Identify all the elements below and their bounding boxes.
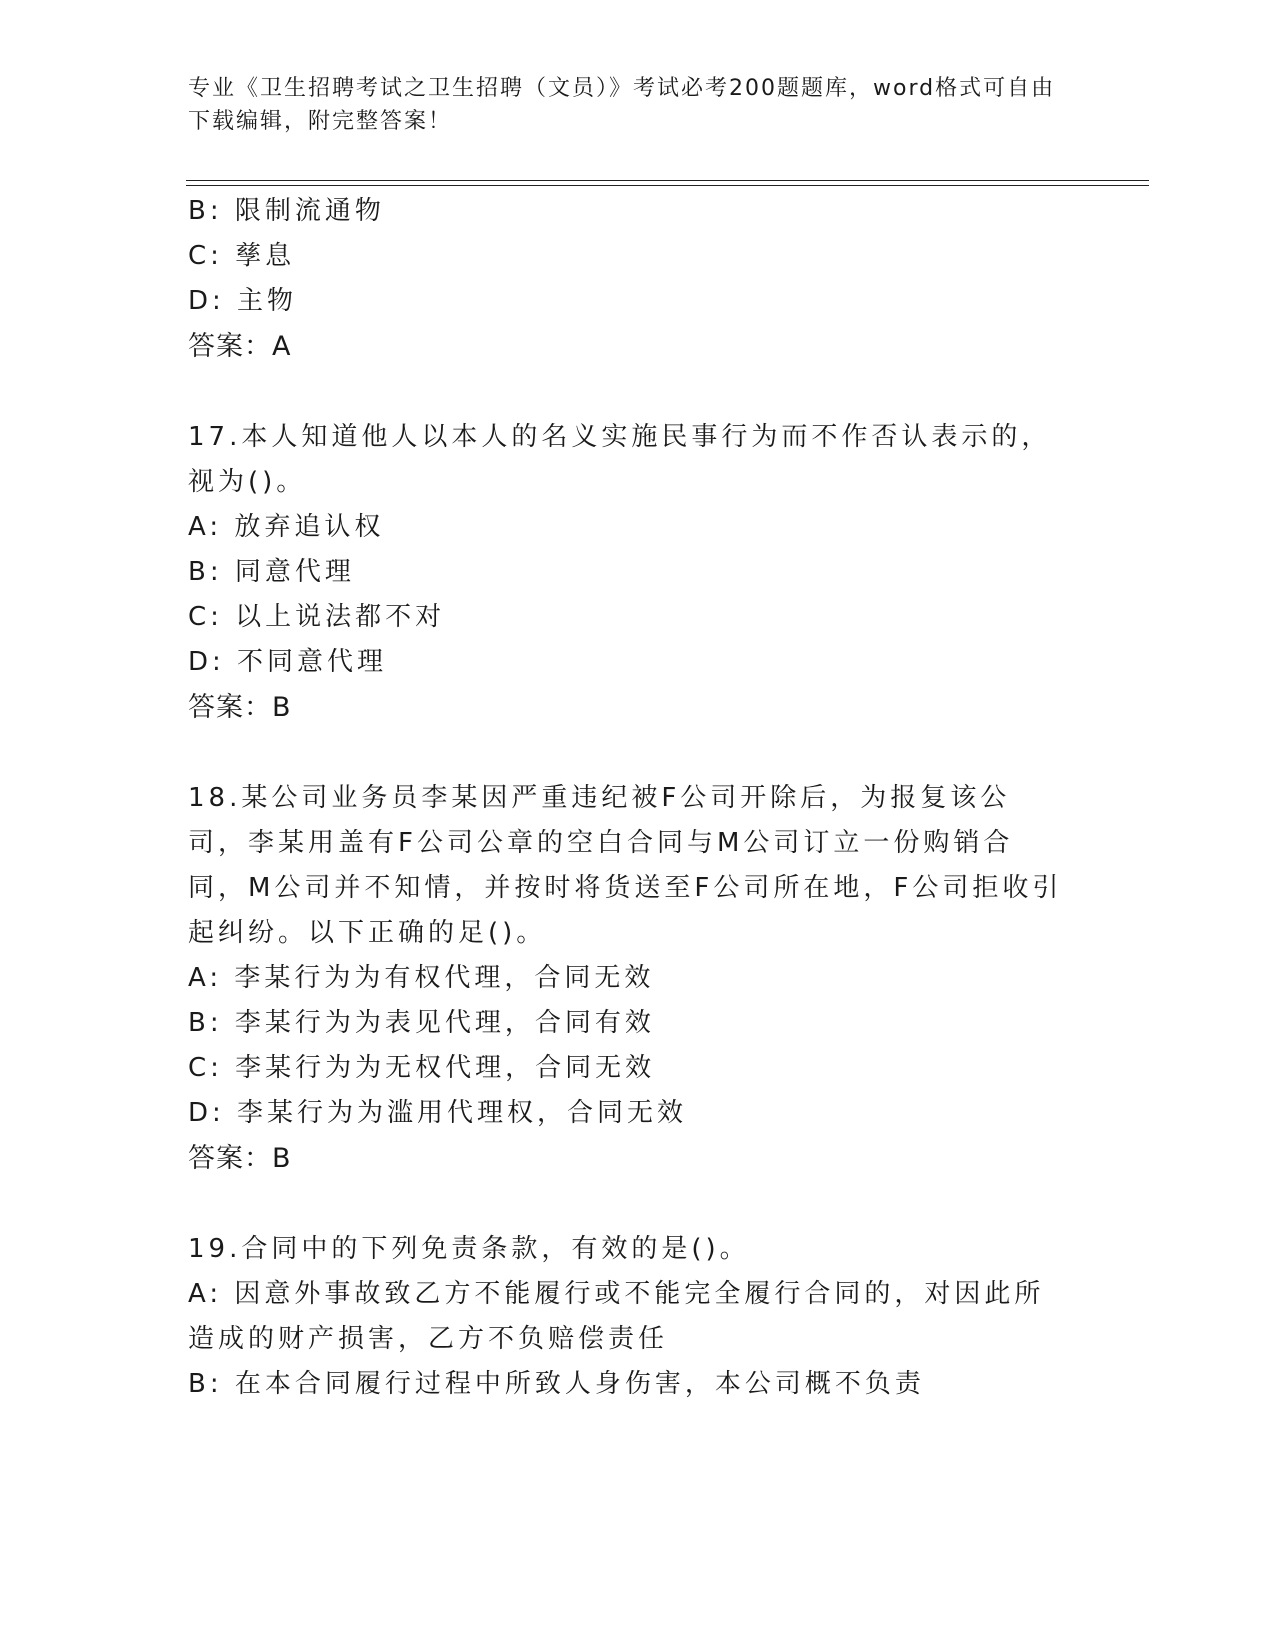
answer: 答案：B [188, 692, 292, 723]
question-stem: 17.本人知道他人以本人的名义实施民事行为而不作否认表示的，视为()。 [188, 422, 1052, 497]
option-d: D: 不同意代理 [188, 647, 388, 677]
option-b: B: 在本合同履行过程中所致人身伤害，本公司概不负责 [188, 1369, 925, 1399]
option-c: C: 孳息 [188, 241, 296, 271]
header-rule-top [186, 180, 1149, 181]
question-17 [188, 415, 1088, 730]
header-rule-bottom [186, 185, 1149, 186]
question-stem: 19.合同中的下列免责条款，有效的是()。 [188, 1234, 750, 1264]
question-18 [188, 776, 1088, 1181]
question-stem: 18.某公司业务员李某因严重违纪被F公司开除后，为报复该公司，李某用盖有F公司公章的空白合同与M公司订立一份购销合同，M公司并不知情，并按时将货送至F公司所在地，F公司拒收引起纠纷。以下正确的足()。 [188, 783, 1063, 948]
answer: 答案：B [188, 1143, 292, 1174]
option-c: C: 李某行为为无权代理，合同无效 [188, 1053, 656, 1083]
option-c: C: 以上说法都不对 [188, 602, 446, 632]
question-content [188, 189, 1088, 1407]
question-16 [188, 189, 1088, 369]
option-a: A: 因意外事故致乙方不能履行或不能完全履行合同的，对因此所造成的财产损害，乙方不负赔偿责任 [188, 1279, 1045, 1354]
option-a: A: 放弃追认权 [188, 512, 385, 542]
option-d: D: 主物 [188, 286, 298, 316]
option-a: A: 李某行为为有权代理，合同无效 [188, 963, 655, 993]
answer: 答案：A [188, 331, 292, 362]
option-b: B: 同意代理 [188, 557, 355, 587]
question-19 [188, 1227, 1088, 1407]
option-d: D: 李某行为为滥用代理权，合同无效 [188, 1098, 688, 1128]
option-b: B: 限制流通物 [188, 196, 385, 226]
page-header: 专业《卫生招聘考试之卫生招聘（文员）》考试必考200题题库，word格式可自由下载编辑，附完整答案！ [188, 76, 1056, 134]
option-b: B: 李某行为为表见代理，合同有效 [188, 1008, 655, 1038]
